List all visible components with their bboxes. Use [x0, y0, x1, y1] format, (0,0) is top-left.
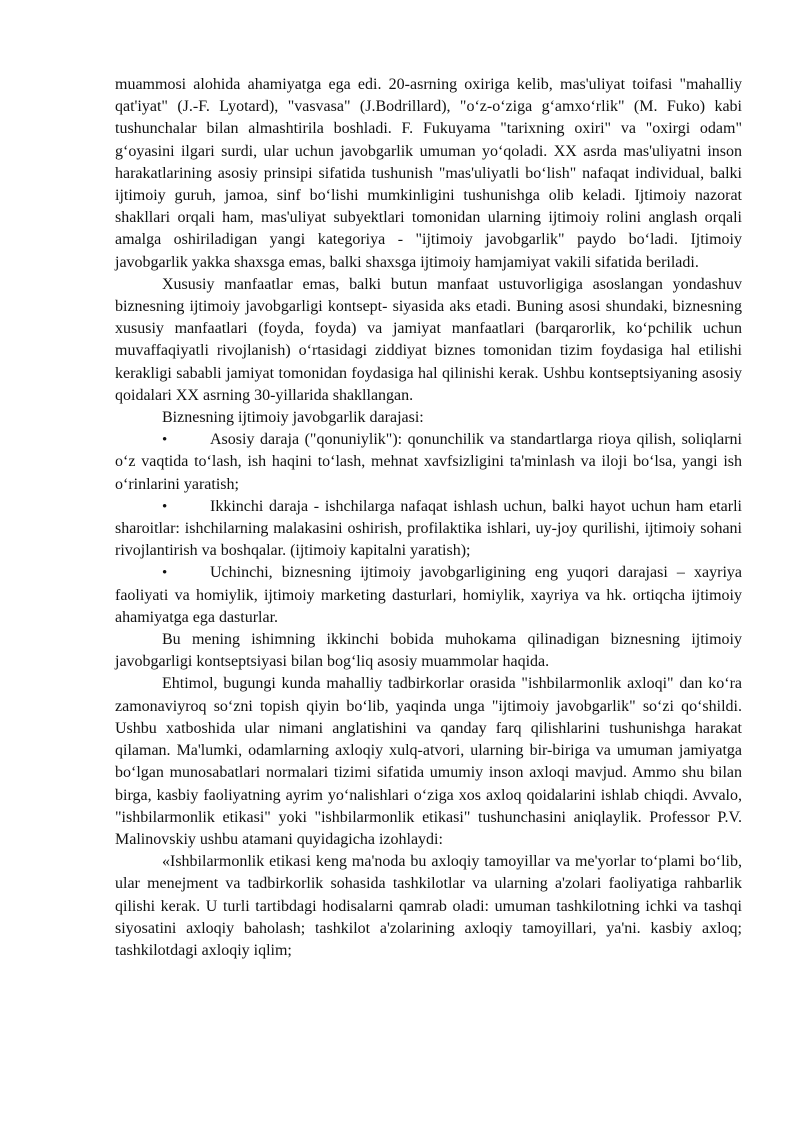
- list-item-text: Uchinchi, biznesning ijtimoiy javobgarligining eng yuqori darajasi – xayriya faoliyati va homiylik, ijtimoiy marketing dasturlari, homiylik, xayriya va hk. ortiqcha ijtimoiy ahamiyatga ega dasturlar.: [115, 564, 742, 626]
- paragraph-levels-heading: Biznesning ijtimoiy javobgarlik darajasi:: [162, 409, 424, 427]
- paragraph-second-chapter: Bu mening ishimning ikkinchi bobida muhokama qilinadigan biznesning ijtimoiy javobgarligi kontseptsiyasi bilan bog‘liq asosiy muammolar haqida.: [115, 631, 742, 671]
- bullet-icon: •: [162, 432, 168, 449]
- list-item-third-level: [115, 562, 742, 629]
- bullet-icon: •: [162, 498, 168, 515]
- list-item-text: Asosiy daraja ("qonuniylik"): qonunchilik va standartlarga rioya qilish, soliqlarni o‘z vaqtida to‘lash, ish haqini to‘lash, mehnat xavfsizligini ta'minlash va iloji bo‘lsa, yangi ish o‘rinlarini yaratish;: [115, 431, 742, 493]
- list-item-second-level: [115, 496, 742, 563]
- paragraph-business-ethics: Ehtimol, bugungi kunda mahalliy tadbirkorlar orasida "ishbilarmonlik axloqi" dan ko‘ra zamonaviyroq so‘zni topish qiyin bo‘lib, yaqinda unga "ijtimoiy javobgarlik" so‘zi qo‘shildi. Ushbu xatboshida ular nimani anglatishini va qanday farq qilishlarini tushunishga harakat qilaman. Ma'lumki, odamlarning axloqiy xulq-atvori, ularning bir-biriga va umuman jamiyatga bo‘lgan munosabatlari normalari tizimi sifatida umumiy inson axloqi mavjud. Ammo shu bilan birga, kasbiy faoliyatning ayrim yo‘nalishlari o‘ziga xos axloq qoidalarini ishlab chiqdi. Avvalo, "ishbilarmonlik etikasi" yoki "ishbilarmonlik etikasi" tushunchasini aniqlaylik. Professor P.V. Malinovskiy ushbu atamani quyidagicha izohlaydi:: [115, 675, 742, 848]
- paragraph-business-social-responsibility: Xususiy manfaatlar emas, balki butun manfaat ustuvorligiga asoslangan yondashuv biznesning ijtimoiy javobgarligi kontsept- siyasida aks etadi. Buning asosi shundaki, biznesning xususiy manfaatlari (foyda, foyda) va jamiyat manfaatlari (barqarorlik, ko‘pchilik uchun muvaffaqiyatli rivojlanish) o‘rtasidagi ziddiyat biznes tomonidan tizim foydasiga hal etilishi kerakligi sababli jamiyat tomonidan foydasiga hal qilinishi kerak. Ushbu kontseptsiyaning asosiy qoidalari XX asrning 30-yillarida shakllangan.: [115, 275, 742, 404]
- paragraph-responsibility-history: muammosi alohida ahamiyatga ega edi. 20-asrning oxiriga kelib, mas'uliyat toifasi "mahalliy qat'iyat" (J.-F. Lyotard), "vasvasa" (J.Bodrillard), "o‘z-o‘ziga g‘amxo‘rlik" (M. Fuko) kabi tushunchalar bilan almashtirila boshladi. F. Fukuyama "tarixning oxiri" va "oxirgi odam" g‘oyasini ilgari surdi, ular uchun javobgarlik umuman yo‘qoladi. XX asrda mas'uliyatni inson harakatlarining asosiy prinsipi sifatida tushunish "mas'uliyatli bo‘lish" nafaqat individual, balki ijtimoiy guruh, jamoa, sinf bo‘lishi mumkinligini tushunishga olib keladi. Ijtimoiy nazorat shakllari orqali ham, mas'uliyat subyektlari tomonidan ularning ijtimoiy rolini anglash orqali amalga oshiriladigan yangi kategoriya - "ijtimoiy javobgarlik" paydo bo‘ladi. Ijtimoiy javobgarlik yakka shaxsga emas, balki shaxsga ijtimoiy hamjamiyat vakili sifatida beriladi.: [115, 76, 742, 271]
- document-page: [115, 74, 742, 962]
- paragraph-ethics-definition-quote: «Ishbilarmonlik etikasi keng ma'noda bu axloqiy tamoyillar va me'yorlar to‘plami bo‘lib, ular menejment va tadbirkorlik sohasida tashkilotlar va ularning a'zolari faoliyatiga rahbarlik qilishi kerak. U turli tartibdagi hodisalarni qamrab oladi: umuman tashkilotning ichki va tashqi siyosatini axloqiy baholash; tashkilot a'zolarining axloqiy tamoyillari, ya'ni. kasbiy axloq; tashkilotdagi axloqiy iqlim;: [115, 853, 742, 959]
- list-item-basic-level: [115, 429, 742, 496]
- bullet-icon: •: [162, 565, 168, 582]
- list-item-text: Ikkinchi daraja - ishchilarga nafaqat ishlash uchun, balki hayot uchun ham etarli sharoitlar: ishchilarning malakasini oshirish, profilaktika ishlari, uy-joy qurilishi, ijtimoiy sohani rivojlantirish va boshqalar. (ijtimoiy kapitalni yaratish);: [115, 497, 742, 560]
